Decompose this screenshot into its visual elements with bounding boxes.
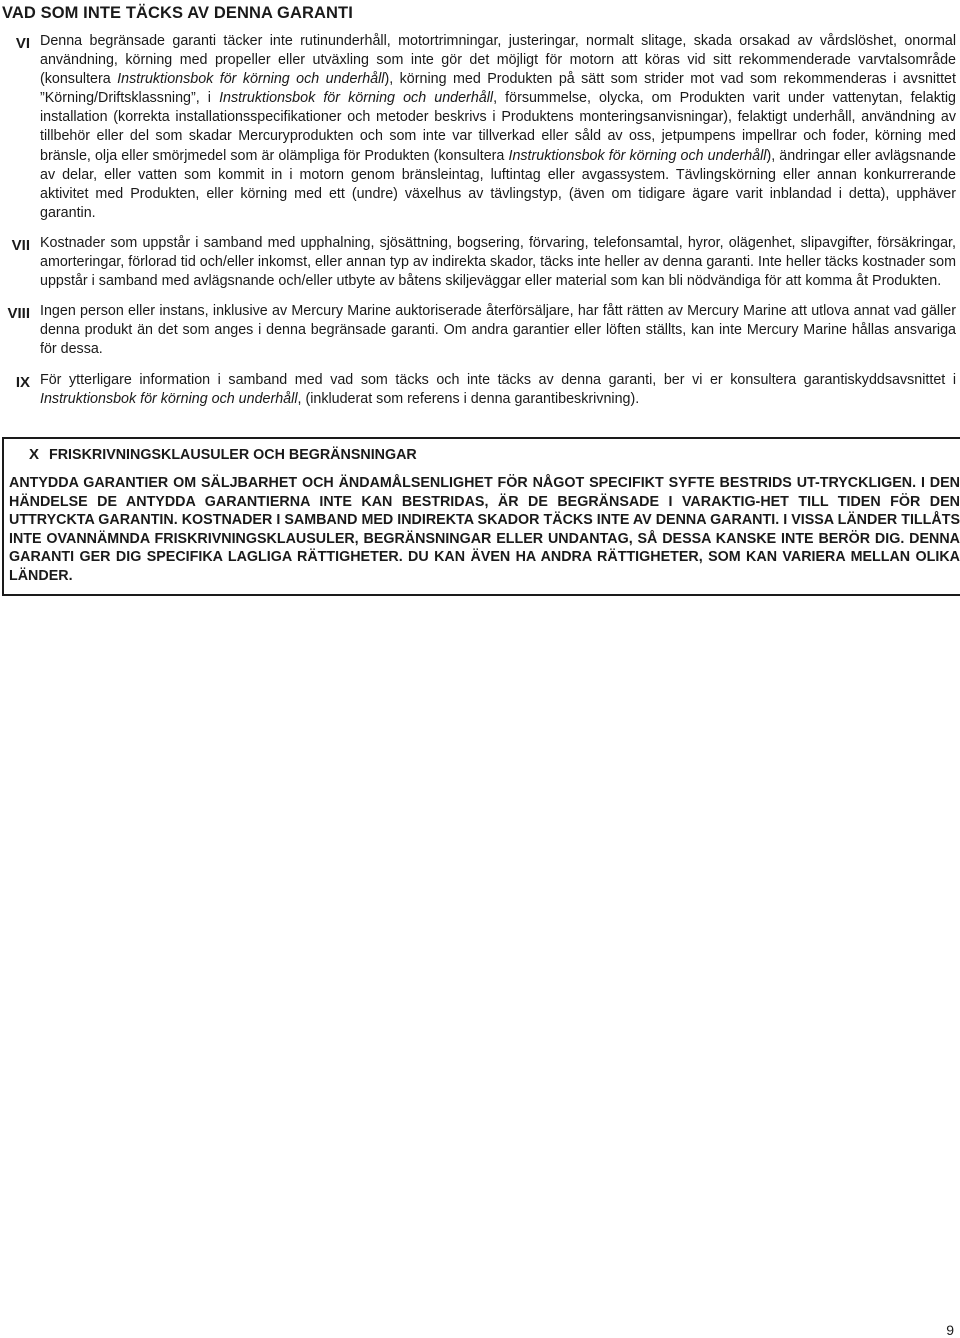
- text-run: Kostnader som uppstår i samband med upphalning, sjösättning, bogsering, förvaring, telefonsamtal, hyror, olägenhet, slipavgifter, försäkringar, amorteringar, förlorad tid och/eller inkomst, eller annan typ av indirekta skador, täcks inte heller av denna garanti. Inte heller täcks kostnader som uppstår i samband med avlägsnande och/eller utbyte av båtens skiljeväggar eller material som kan bli nödvändiga för att komma åt Produkten.: [40, 234, 956, 290]
- disclaimer-heading: [9, 445, 960, 465]
- disclaimer-box: [2, 437, 960, 596]
- section-number: X: [28, 446, 39, 463]
- section-text: [40, 302, 956, 359]
- section-ix: [0, 371, 960, 409]
- section-text: [40, 32, 956, 223]
- manual-reference: Instruktionsbok för körning och underhåll: [117, 71, 385, 88]
- section-number: VIII: [7, 305, 30, 323]
- manual-reference: Instruktionsbok för körning och underhåll: [219, 90, 494, 107]
- text-run: , försummelse, olycka, om Produkten varit under vattenytan, felaktig installation (korrekta installationsspecifikationer och metoder beskrivs i Produktens monteringsanvisningar), felaktigt underhåll, användning av tillbehör eller del som skadar Mercuryprodukten och som inte var tillverkad eller såld av oss, jetpumpens impellrar och foder, körning med bränsle, olja eller smörjmedel som är olämpliga för Produkten (konsultera: [40, 90, 956, 164]
- text-run: ), ändringar eller avlägsnande av delar, eller vatten som kommit in i motorn genom bränsleintag, luftintag eller avgassystem. Tävlingskörning eller annan konkurrerande aktivitet med Produkten, eller körning med ett (undre) växelhus av tävlingstyp, (även om tidigare ägare varit inblandad i detta), upphäver garantin.: [40, 147, 956, 221]
- text-run: Ingen person eller instans, inklusive av Mercury Marine auktoriserade återförsäljare, har fått rätten av Mercury Marine att utlova annat vad gäller denna produkt än det som anges i denna begränsade garanti. Om andra garantier eller löften ställts, kan inte Mercury Marine hållas ansvariga för dessa.: [40, 303, 956, 358]
- section-viii: [0, 302, 960, 359]
- text-run: För ytterligare information i samband med vad som täcks och inte täcks av denna garanti, ber vi er konsultera garantiskyddsavsnittet i: [40, 371, 956, 388]
- section-vii: [0, 234, 960, 291]
- text-run: ), körning med Produkten på sätt som strider mot vad som rekommenderas i avsnittet ”Körning/Driftsklassning”, i: [40, 71, 956, 107]
- section-number: VI: [15, 35, 30, 52]
- section-vi: [0, 32, 960, 223]
- manual-reference: Instruktionsbok för körning och underhåll: [508, 147, 767, 164]
- disclaimer-title: FRISKRIVNINGSKLAUSULER OCH BEGRÄNSNINGAR: [49, 447, 417, 463]
- text-run: Denna begränsade garanti täcker inte rutinunderhåll, motortrimningar, justeringar, normalt slitage, skada orsakad av vårdslöshet, onormal användning, körning med propeller eller utväxling som inte gör det möjligt för motorn att köras vid sitt rekommenderade varvtalsområde (konsultera: [40, 33, 956, 88]
- section-text: [40, 234, 956, 291]
- section-number: IX: [15, 373, 30, 391]
- section-number: VII: [11, 236, 30, 254]
- disclaimer-text: ANTYDDA GARANTIER OM SÄLJBARHET OCH ÄNDAMÅLSENLIGHET FÖR NÅGOT SPECIFIKT SYFTE BESTRIDS UT-TRYCKLIGEN. I DEN HÄNDELSE DE ANTYDDA GARANTIERNA INTE KAN BESTRIDAS, ÄR DE BEGRÄNSADE I VARAKTIG-HET TILL TIDEN FÖR DEN UTTRYCKTA GARANTIN. KOSTNADER I SAMBAND MED INDIREKTA SKADOR TÄCKS INTE AV DENNA GARANTI. I VISSA LÄNDER TILLÅTS INTE OVANNÄMNDA FRISKRIVNINGSKLAUSULER, BEGRÄNSNINGAR ELLER UNDANTAG, SÅ DESSA KANSKE INTE BERÖR DIG. DENNA GARANTI GER DIG SPECIFIKA LAGLIGA RÄTTIGHETER. DU KAN ÄVEN HA ANDRA RÄTTIGHETER, SOM KAN VARIERA MELLAN OLIKA LÄNDER.: [9, 475, 960, 584]
- sections-list: [0, 32, 960, 420]
- manual-reference: Instruktionsbok för körning och underhåll: [40, 390, 298, 407]
- text-run: , (inkluderat som referens i denna garantibeskrivning).: [297, 390, 640, 407]
- page-title: VAD SOM INTE TÄCKS AV DENNA GARANTI: [2, 4, 353, 22]
- section-text: [40, 371, 956, 409]
- page-number: 9: [946, 1322, 954, 1338]
